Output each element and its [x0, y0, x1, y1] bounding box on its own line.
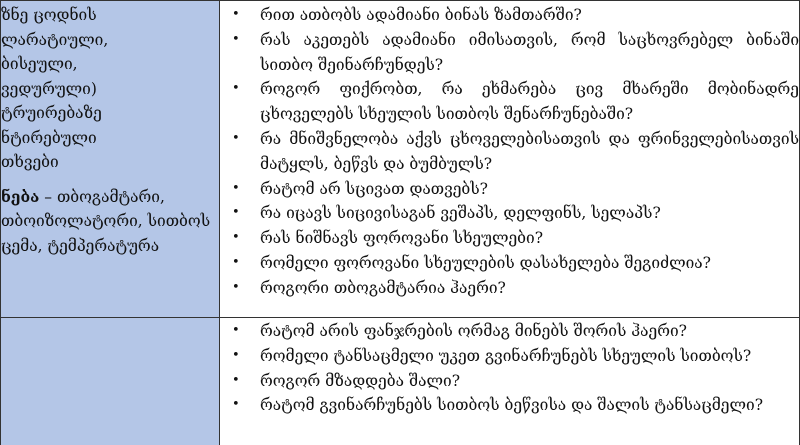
concept-line: თხვები [1, 153, 59, 171]
bullet-icon: • [232, 254, 240, 270]
left-cell-empty [1, 318, 220, 445]
question-text: რატომ გვინარჩუნებს სითბოს ბეწვისა და შალის ტანსაცმელი? [260, 396, 764, 415]
concept-line: ლარატიული, [1, 30, 109, 49]
concept-line: ზნე ცოდნის [1, 6, 97, 24]
list-item [220, 393, 799, 418]
bullet-icon: • [232, 372, 240, 388]
list-item [220, 251, 799, 276]
question-text: რატომ არის ფანჯრების ორმაგ მინებს შორის ჰაერი? [260, 322, 687, 340]
question-text: როგორი თბოგამტარია ჰაერი? [260, 278, 506, 297]
right-cell-questions [220, 1, 800, 318]
table-row [1, 1, 800, 318]
question-text: რატომ არ სცივათ დათვებს? [260, 179, 488, 198]
concept-line: ვედურული) [1, 79, 97, 98]
question-text: რომელი ფოროვანი სხეულების დასახელება შეგიძლია? [260, 253, 711, 272]
bullet-icon: • [232, 180, 240, 196]
list-item [220, 28, 799, 78]
concept-line: ტრუირებაზე [1, 104, 102, 122]
bullet-icon: • [232, 230, 240, 246]
list-item [220, 344, 799, 369]
list-item [220, 226, 799, 251]
list-item [220, 77, 799, 127]
concepts-text [1, 1, 219, 258]
list-item [220, 369, 799, 394]
terms-line: ცემა, ტემპერატურა [1, 236, 160, 255]
terms-heading-line [1, 185, 219, 210]
list-item [220, 177, 799, 202]
question-list [220, 318, 799, 418]
question-text: რას ნიშნავს ფოროვანი სხეულები? [260, 229, 544, 248]
question-text: რა იცავს სიცივისაგან ვეშაპს, დელფინს, სელაპს? [260, 204, 661, 223]
terms-line: თბოიზოლატორი, სითბოს [1, 212, 211, 230]
question-text: რა მნიშვნელობა აქვს ცხოველებისათვის და ფრინველებისათვის მატყლს, ბეწვს და ბუმბულს? [260, 129, 799, 173]
question-text: რომელი ტანსაცმელი უკეთ გვინარჩუნებს სხეულის სითბოს? [260, 346, 752, 365]
concept-line: ნტირებული [1, 128, 97, 147]
bullet-icon: • [232, 130, 240, 146]
terms-label: ნება [1, 186, 40, 206]
question-list [220, 1, 799, 301]
list-item [220, 319, 799, 344]
table-row [1, 318, 800, 445]
question-text: როგორ ფიქრობთ, რა ეხმარება ცივ მხარეში მობინადრე ცხოველებს სხეულის სითბოს შენარჩუნებაში? [260, 80, 799, 124]
list-item [220, 3, 799, 28]
question-text: რით ათბობს ადამიანი ბინას ზამთარში? [260, 6, 582, 24]
bullet-icon: • [232, 279, 240, 295]
concept-line: ბისეული, [1, 55, 78, 73]
bullet-icon: • [232, 323, 240, 338]
question-text: როგორ მზადდება შალი? [260, 371, 461, 390]
bullet-icon: • [232, 81, 240, 97]
terms-first: – თბოგამტარი, [39, 187, 165, 206]
list-item [220, 127, 799, 177]
bullet-icon: • [232, 397, 240, 413]
left-cell-concepts [1, 1, 220, 318]
list-item [220, 201, 799, 226]
bullet-icon: • [232, 205, 240, 221]
list-item [220, 276, 799, 301]
question-text: რას აკეთებს ადამიანი იმისათვის, რომ საცხოვრებელ ბინაში სითბო შეინარჩუნდეს? [260, 30, 799, 74]
bullet-icon: • [232, 31, 240, 47]
right-cell-questions [220, 318, 800, 445]
bullet-icon: • [232, 347, 240, 363]
bullet-icon: • [232, 7, 240, 22]
